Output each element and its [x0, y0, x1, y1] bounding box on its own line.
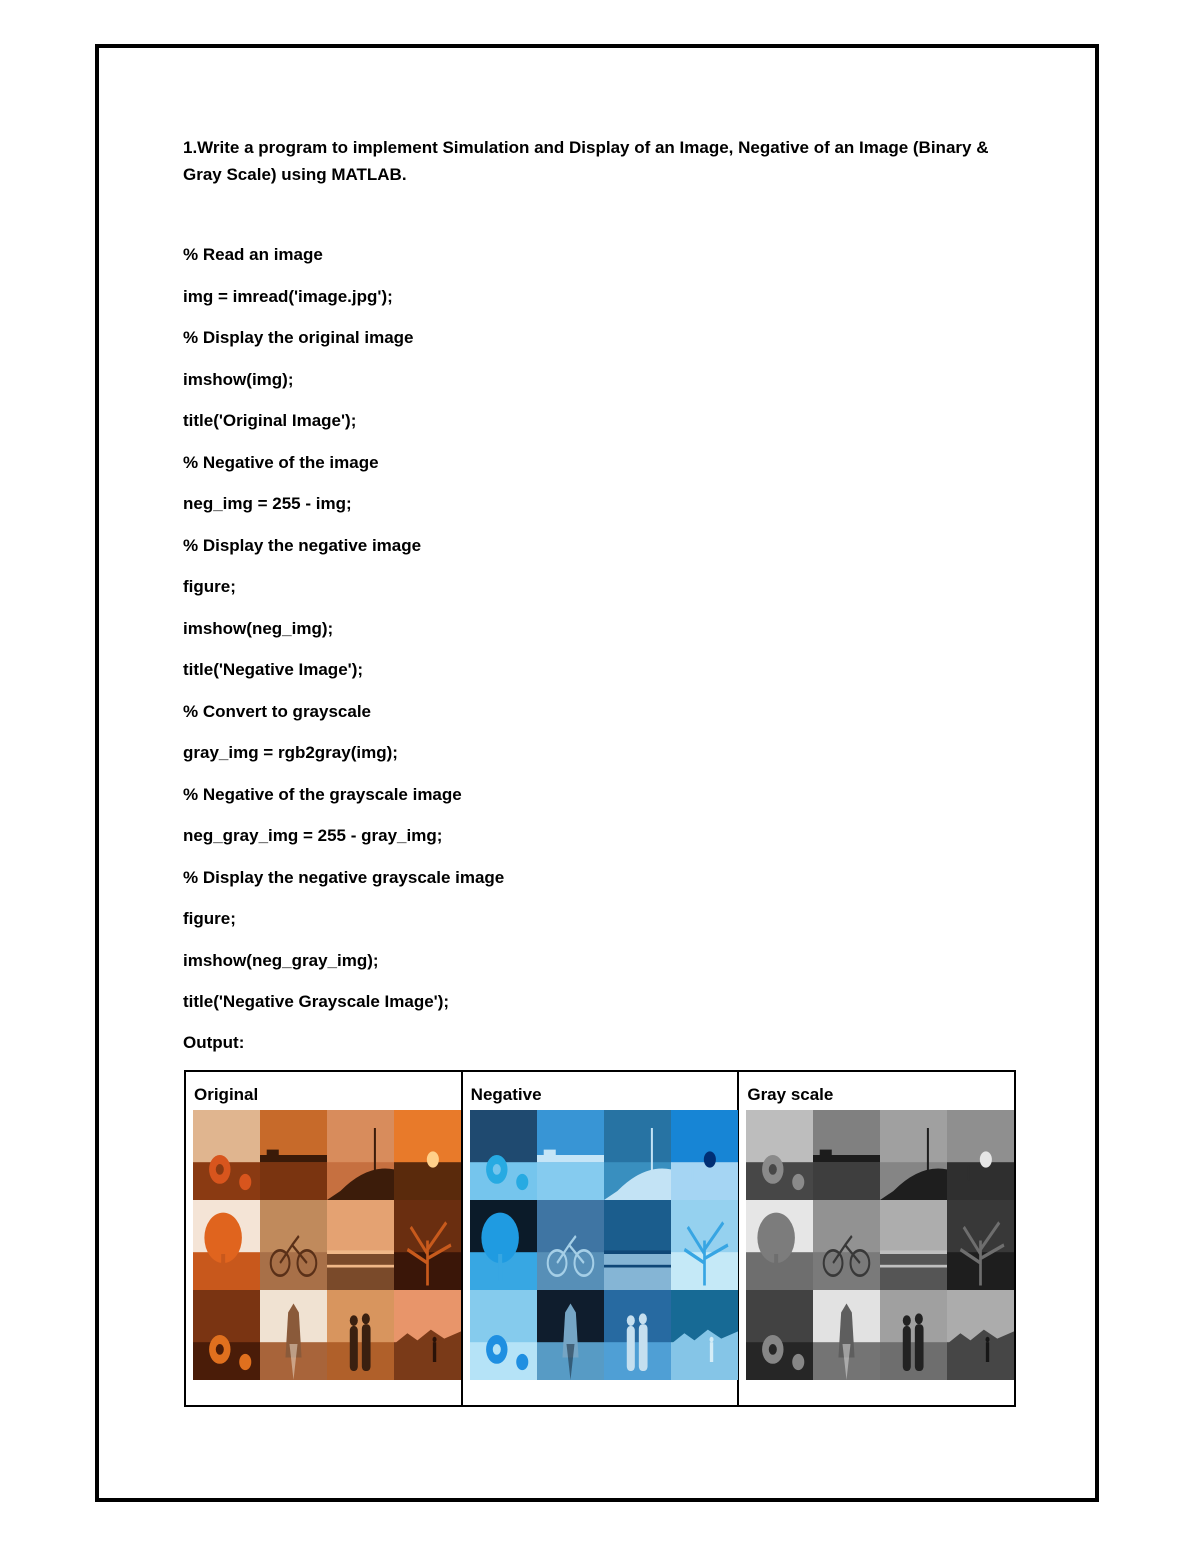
photo-tile — [604, 1110, 671, 1200]
photo-tile — [260, 1290, 327, 1380]
photo-tile — [193, 1200, 260, 1290]
photo-tile — [537, 1200, 604, 1290]
negative-image-collage — [470, 1110, 738, 1380]
code-statement-line: imshow(neg_gray_img); — [183, 950, 379, 970]
photo-tile — [813, 1110, 880, 1200]
photo-tile — [260, 1200, 327, 1290]
photo-tile — [260, 1110, 327, 1200]
photo-tile — [746, 1110, 813, 1200]
photo-tile — [537, 1110, 604, 1200]
code-statement-line: neg_img = 255 - img; — [183, 494, 352, 513]
photo-tile — [880, 1200, 947, 1290]
code-statement-line: figure; — [183, 909, 236, 928]
code-statement-line: gray_img = rgb2gray(img); — [183, 743, 398, 762]
photo-tile — [394, 1200, 461, 1290]
photo-tile — [671, 1200, 738, 1290]
code-comment-line: % Convert to grayscale — [183, 701, 372, 721]
panel-label: Gray scale — [747, 1085, 834, 1104]
panel-original — [186, 1072, 463, 1405]
output-table — [184, 1070, 1016, 1407]
panel-label: Negative — [470, 1085, 542, 1104]
photo-tile — [947, 1290, 1014, 1380]
photo-tile — [193, 1290, 260, 1380]
photo-tile — [746, 1200, 813, 1290]
photo-tile — [327, 1110, 394, 1200]
code-statement-line: neg_gray_img = 255 - gray_img; — [183, 826, 443, 845]
photo-tile — [947, 1110, 1014, 1200]
code-listing — [183, 242, 1003, 1031]
photo-tile — [880, 1290, 947, 1380]
photo-tile — [604, 1200, 671, 1290]
photo-tile — [880, 1110, 947, 1200]
code-statement-line: imshow(neg_img); — [183, 618, 334, 638]
photo-tile — [604, 1290, 671, 1380]
grayscale-image-collage — [746, 1110, 1014, 1380]
code-comment-line: % Negative of the grayscale image — [183, 784, 462, 804]
exercise-heading: 1.Write a program to implement Simulation and Display of an Image, Negative of an Image (Binary & Gray Scale) using MATLAB. — [183, 138, 989, 184]
code-comment-line: % Display the negative grayscale image — [183, 867, 505, 887]
panel-negative — [463, 1072, 740, 1405]
code-comment-line: % Display the original image — [183, 328, 414, 347]
code-statement-line: imshow(img); — [183, 369, 294, 389]
photo-tile — [947, 1200, 1014, 1290]
photo-tile — [813, 1290, 880, 1380]
photo-tile — [671, 1110, 738, 1200]
photo-tile — [327, 1200, 394, 1290]
photo-tile — [746, 1290, 813, 1380]
code-statement-line: title('Negative Image'); — [183, 660, 364, 679]
photo-tile — [394, 1290, 461, 1380]
panel-grayscale — [739, 1072, 1014, 1405]
code-statement-line: title('Negative Grayscale Image'); — [183, 992, 450, 1011]
code-statement-line: img = imread('image.jpg'); — [183, 286, 393, 306]
output-label: Output: — [183, 1033, 245, 1052]
code-statement-line: title('Original Image'); — [183, 411, 357, 430]
photo-tile — [394, 1110, 461, 1200]
photo-tile — [671, 1290, 738, 1380]
code-comment-line: % Read an image — [183, 245, 323, 264]
panel-label: Original — [194, 1085, 259, 1104]
photo-tile — [327, 1290, 394, 1380]
original-image-collage — [193, 1110, 461, 1380]
code-comment-line: % Display the negative image — [183, 535, 422, 555]
photo-tile — [537, 1290, 604, 1380]
photo-tile — [470, 1200, 537, 1290]
photo-tile — [470, 1110, 537, 1200]
code-statement-line: figure; — [183, 577, 236, 596]
photo-tile — [193, 1110, 260, 1200]
photo-tile — [470, 1290, 537, 1380]
code-comment-line: % Negative of the image — [183, 452, 379, 472]
photo-tile — [813, 1200, 880, 1290]
